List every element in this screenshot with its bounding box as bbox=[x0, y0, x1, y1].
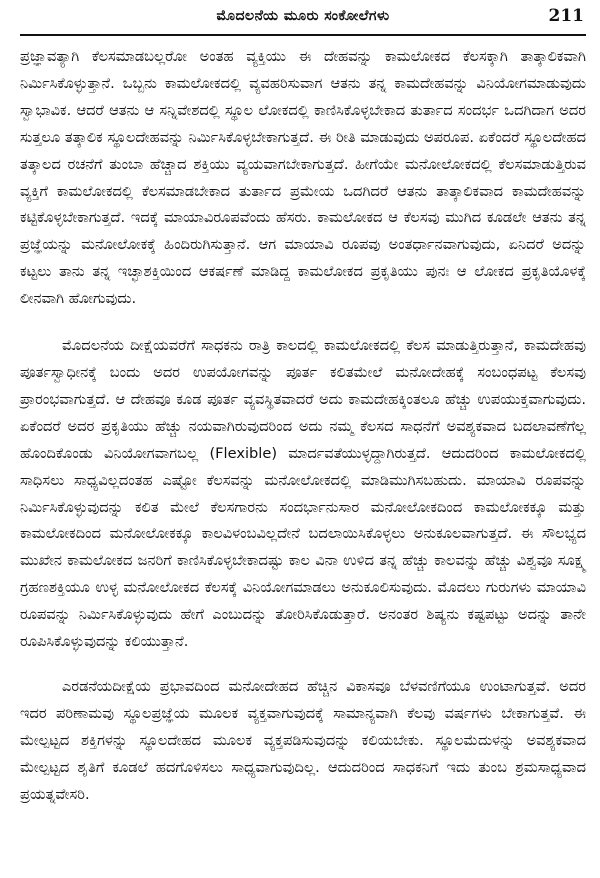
paragraph-1: ಪ್ರಜ್ಞಾವತ್ಯಾಗಿ ಕೆಲಸಮಾಡಬಲ್ಲರೋ ಅಂತಹ ವ್ಯಕ್ತಿಯು ಈ ದೇಹವನ್ನು ಕಾಮಲೋಕದ ಕೆಲಸಕ್ಕಾಗಿ ತಾತ್ಕಾಲಿಕವಾಗಿ ನಿರ್ಮಿಸಿಕೊಳ್ಳುತ್ತಾನೆ. ಒಬ್ಬನು ಕಾಮಲೋಕದಲ್ಲಿ ವ್ಯವಹರಿಸುವಾಗ ಆತನು ತನ್ನ ಕಾಮದೇಹವನ್ನು ವಿನಿಯೋಗಮಾಡುವುದು ಸ್ವಾಭಾವಿಕ. ಆದರೆ ಆತನು ಆ ಸನ್ನಿವೇಶದಲ್ಲಿ ಸ್ಥೂಲ ಲೋಕದಲ್ಲಿ ಕಾಣಿಸಿಕೊಳ್ಳಬೇಕಾದ ತುರ್ತಾದ ಸಂದರ್ಭ ಒದಗಿದಾಗ ಅದರ ಸುತ್ತಲೂ ತತ್ಕಾಲಿಕ ಸ್ಥೂಲದೇಹವನ್ನು ನಿರ್ಮಿಸಿಕೊಳ್ಳಬೇಕಾಗುತ್ತದೆ. ಈ ರೀತಿ ಮಾಡುವುದು ಅಪರೂಪ. ಏಕೆಂದರೆ ಸ್ಥೂಲದೇಹದ ತತ್ಕಾಲದ ರಚನೆಗೆ ತುಂಬಾ ಹೆಚ್ಚಾದ ಶಕ್ತಿಯು ವ್ಯಯವಾಗಬೇಕಾಗುತ್ತದೆ. ಹೀಗೆಯೇ ಮನೋಲೋಕದಲ್ಲಿ ಕೆಲಸಮಾಡುತ್ತಿರುವ ವ್ಯಕ್ತಿಗೆ ಕಾಮಲೋಕದಲ್ಲಿ ಕೆಲಸಮಾಡಬೇಕಾದ ತುರ್ತಾದ ಪ್ರಮೇಯ ಒದಗಿದರೆ ಆತನು ತಾತ್ಕಾಲಿಕವಾದ ಕಾಮದೇಹವನ್ನು ಕಟ್ಟಿಕೊಳ್ಳಬೇಕಾಗುತ್ತದೆ. ಇದಕ್ಕೆ ಮಾಯಾವಿರೂಪವೆಂದು ಹೆಸರು. ಕಾಮಲೋಕದ ಆ ಕೆಲಸವು ಮುಗಿದ ಕೂಡಲೇ ಆತನು ತನ್ನ ಪ್ರಜ್ಞೆಯನ್ನು ಮನೋಲೋಕಕ್ಕೆ ಹಿಂದಿರುಗಿಸುತ್ತಾನೆ. ಆಗ ಮಾಯಾವಿ ರೂಪವು ಅಂತರ್ಧಾನವಾಗುವುದು, ಏನಿದರೆ ಅದನ್ನು ಕಟ್ಟಲು ತಾನು ತನ್ನ ಇಚ್ಛಾಶಕ್ತಿಯಿಂದ ಆಕರ್ಷಣೆ ಮಾಡಿದ್ದ ಕಾಮಲೋಕದ ಪ್ರಕೃತಿಯು ಪುನಃ ಆ ಲೋಕದ ಪ್ರಕೃತಿಯೊಳಕ್ಕೆ ಲೀನವಾಗಿ ಹೋಗುವುದು. bbox=[20, 48, 586, 308]
page-header bbox=[20, 4, 586, 36]
paragraph-3: ಎರಡನೆಯದೀಕ್ಷೆಯ ಪ್ರಭಾವದಿಂದ ಮನೋದೇಹದ ಹೆಚ್ಚಿನ ವಿಕಾಸವೂ ಬೆಳವಣಿಗೆಯೂ ಉಂಟಾಗುತ್ತವೆ. ಅದರ ಇದರ ಪರಿಣಾಮವು ಸ್ಥೂಲಪ್ರಜ್ಞೆಯ ಮೂಲಕ ವ್ಯಕ್ತವಾಗುವುದಕ್ಕೆ ಸಾಮಾನ್ಯವಾಗಿ ಕೆಲವು ವರ್ಷಗಳು ಬೇಕಾಗುತ್ತವೆ. ಈ ಮೇಲ್ಪಟ್ಟದ ಶಕ್ತಿಗಳನ್ನು ಸ್ಥೂಲದೇಹದ ಮೂಲಕ ವ್ಯಕ್ತಪಡಿಸುವುದನ್ನು ಕಲಿಯಬೇಕು. ಸ್ಥೂಲಮೆದುಳನ್ನು ಅವಶ್ಯಕವಾದ ಮೇಲ್ಪಟ್ಟದ ಶೃತಿಗೆ ಕೂಡಲೆ ಹದಗೊಳಿಸಲು ಸಾಧ್ಯವಾಗುವುದಿಲ್ಲ. ಆದುದರಿಂದ ಸಾಧಕನಿಗೆ ಇದು ತುಂಬ ಶ್ರಮಸಾಧ್ಯವಾದ ಪ್ರಯತ್ನವೇಸರಿ. bbox=[20, 677, 586, 803]
running-title: ಮೊದಲನೆಯ ಮೂರು ಸಂಕೋಲೆಗಳು bbox=[216, 8, 390, 24]
page-number: 211 bbox=[548, 6, 584, 26]
page-body bbox=[20, 44, 586, 808]
paragraph-2: ಮೊದಲನೆಯ ದೀಕ್ಷೆಯವರೆಗೆ ಸಾಧಕನು ರಾತ್ರಿ ಕಾಲದಲ್ಲಿ ಕಾಮಲೋಕದಲ್ಲಿ ಕೆಲಸ ಮಾಡುತ್ತಿರುತ್ತಾನೆ, ಕಾಮದೇಹವು ಪೂರ್ತಸ್ವಾಧೀನಕ್ಕೆ ಬಂದು ಅದರ ಉಪಯೋಗವನ್ನು ಪೂರ್ತ ಕಲಿತಮೇಲೆ ಮನೋದೇಹಕ್ಕೆ ಸಂಬಂಧಪಟ್ಟ ಕೆಲಸವು ಪ್ರಾರಂಭವಾಗುತ್ತದೆ. ಆ ದೇಹವೂ ಕೂಡ ಪೂರ್ತ ವ್ಯವಸ್ಥಿತವಾದರೆ ಅದು ಕಾಮದೇಹಕ್ಕಿಂತಲೂ ಹೆಚ್ಚು ಉಪಯುಕ್ತವಾಗುವುದು. ಏಕೆಂದರೆ ಅದರ ಪ್ರಕೃತಿಯು ಹೆಚ್ಚು ನಯವಾಗಿರುವುದರಿಂದ ಅದು ನಮ್ಮ ಕೆಲಸದ ಸಾಧನೆಗೆ ಅವಶ್ಯಕವಾದ ಬದಲಾವಣೆಗೆಲ್ಲ ಹೊಂದಿಕೊಂಡು ವಿನಿಯೋಗವಾಗಬಲ್ಲ (Flexible) ಮಾರ್ದವತೆಯುಳ್ಳದ್ದಾಗಿರುತ್ತದೆ. ಆದುದರಿಂದ ಕಾಮಲೋಕದಲ್ಲಿ ಸಾಧಿಸಲು ಸಾಧ್ಯವಿಲ್ಲದಂತಹ ಎಷ್ಟೋ ಕೆಲಸವನ್ನು ಮನೋಲೋಕದಲ್ಲಿ ಮಾಡಿಮುಗಿಸಬಹುದು. ಮಾಯಾವಿ ರೂಪವನ್ನು ನಿರ್ಮಿಸಿಕೊಳ್ಳುವುದನ್ನು ಕಲಿತ ಮೇಲೆ ಕೆಲಸಗಾರನು ಸಂದರ್ಭಾನುಸಾರ ಮನೋಲೋಕದಿಂದ ಕಾಮಲೋಕಕ್ಕೂ ಮತ್ತು ಕಾಮಲೋಕದಿಂದ ಮನೋಲೋಕಕ್ಕೂ ಕಾಲವಿಳಂಬವಿಲ್ಲದೇನೆ ಬದಲಾಯಿಸಿಕೊಳ್ಳಲು ಅನುಕೂಲವಾಗುತ್ತದೆ. ಈ ಸೌಲಭ್ಯದ ಮುಖೇನ ಕಾಮಲೋಕದ ಜನರಿಗೆ ಕಾಣಿಸಿಕೊಳ್ಳಬೇಕಾದಷ್ಟು ಕಾಲ ವಿನಾ ಉಳಿದ ತನ್ನ ಹೆಚ್ಚು ಕಾಲವನ್ನು ಹೆಚ್ಚು ವಿಶ್ವವೂ ಸೂಕ್ಷ್ಮ ಗ್ರಹಣಶಕ್ತಿಯೂ ಉಳ್ಳ ಮನೋಲೋಕದ ಕೆಲಸಕ್ಕೆ ವಿನಿಯೋಗಮಾಡಲು ಅನುಕೂಲಿಸುವುದು. ಮೊದಲು ಗುರುಗಳು ಮಾಯಾವಿ ರೂಪವನ್ನು ನಿರ್ಮಿಸಿಕೊಳ್ಳುವುದು ಹೇಗೆ ಎಂಬುದನ್ನು ತೋರಿಸಿಕೊಡುತ್ತಾರೆ. ಅನಂತರ ಶಿಷ್ಯನು ಕಷ್ಟಪಟ್ಟು ಅದನ್ನು ತಾನೇ ರೂಪಿಸಿಕೊಳ್ಳುವುದನ್ನು ಕಲಿಯುತ್ತಾನೆ. bbox=[20, 337, 586, 651]
